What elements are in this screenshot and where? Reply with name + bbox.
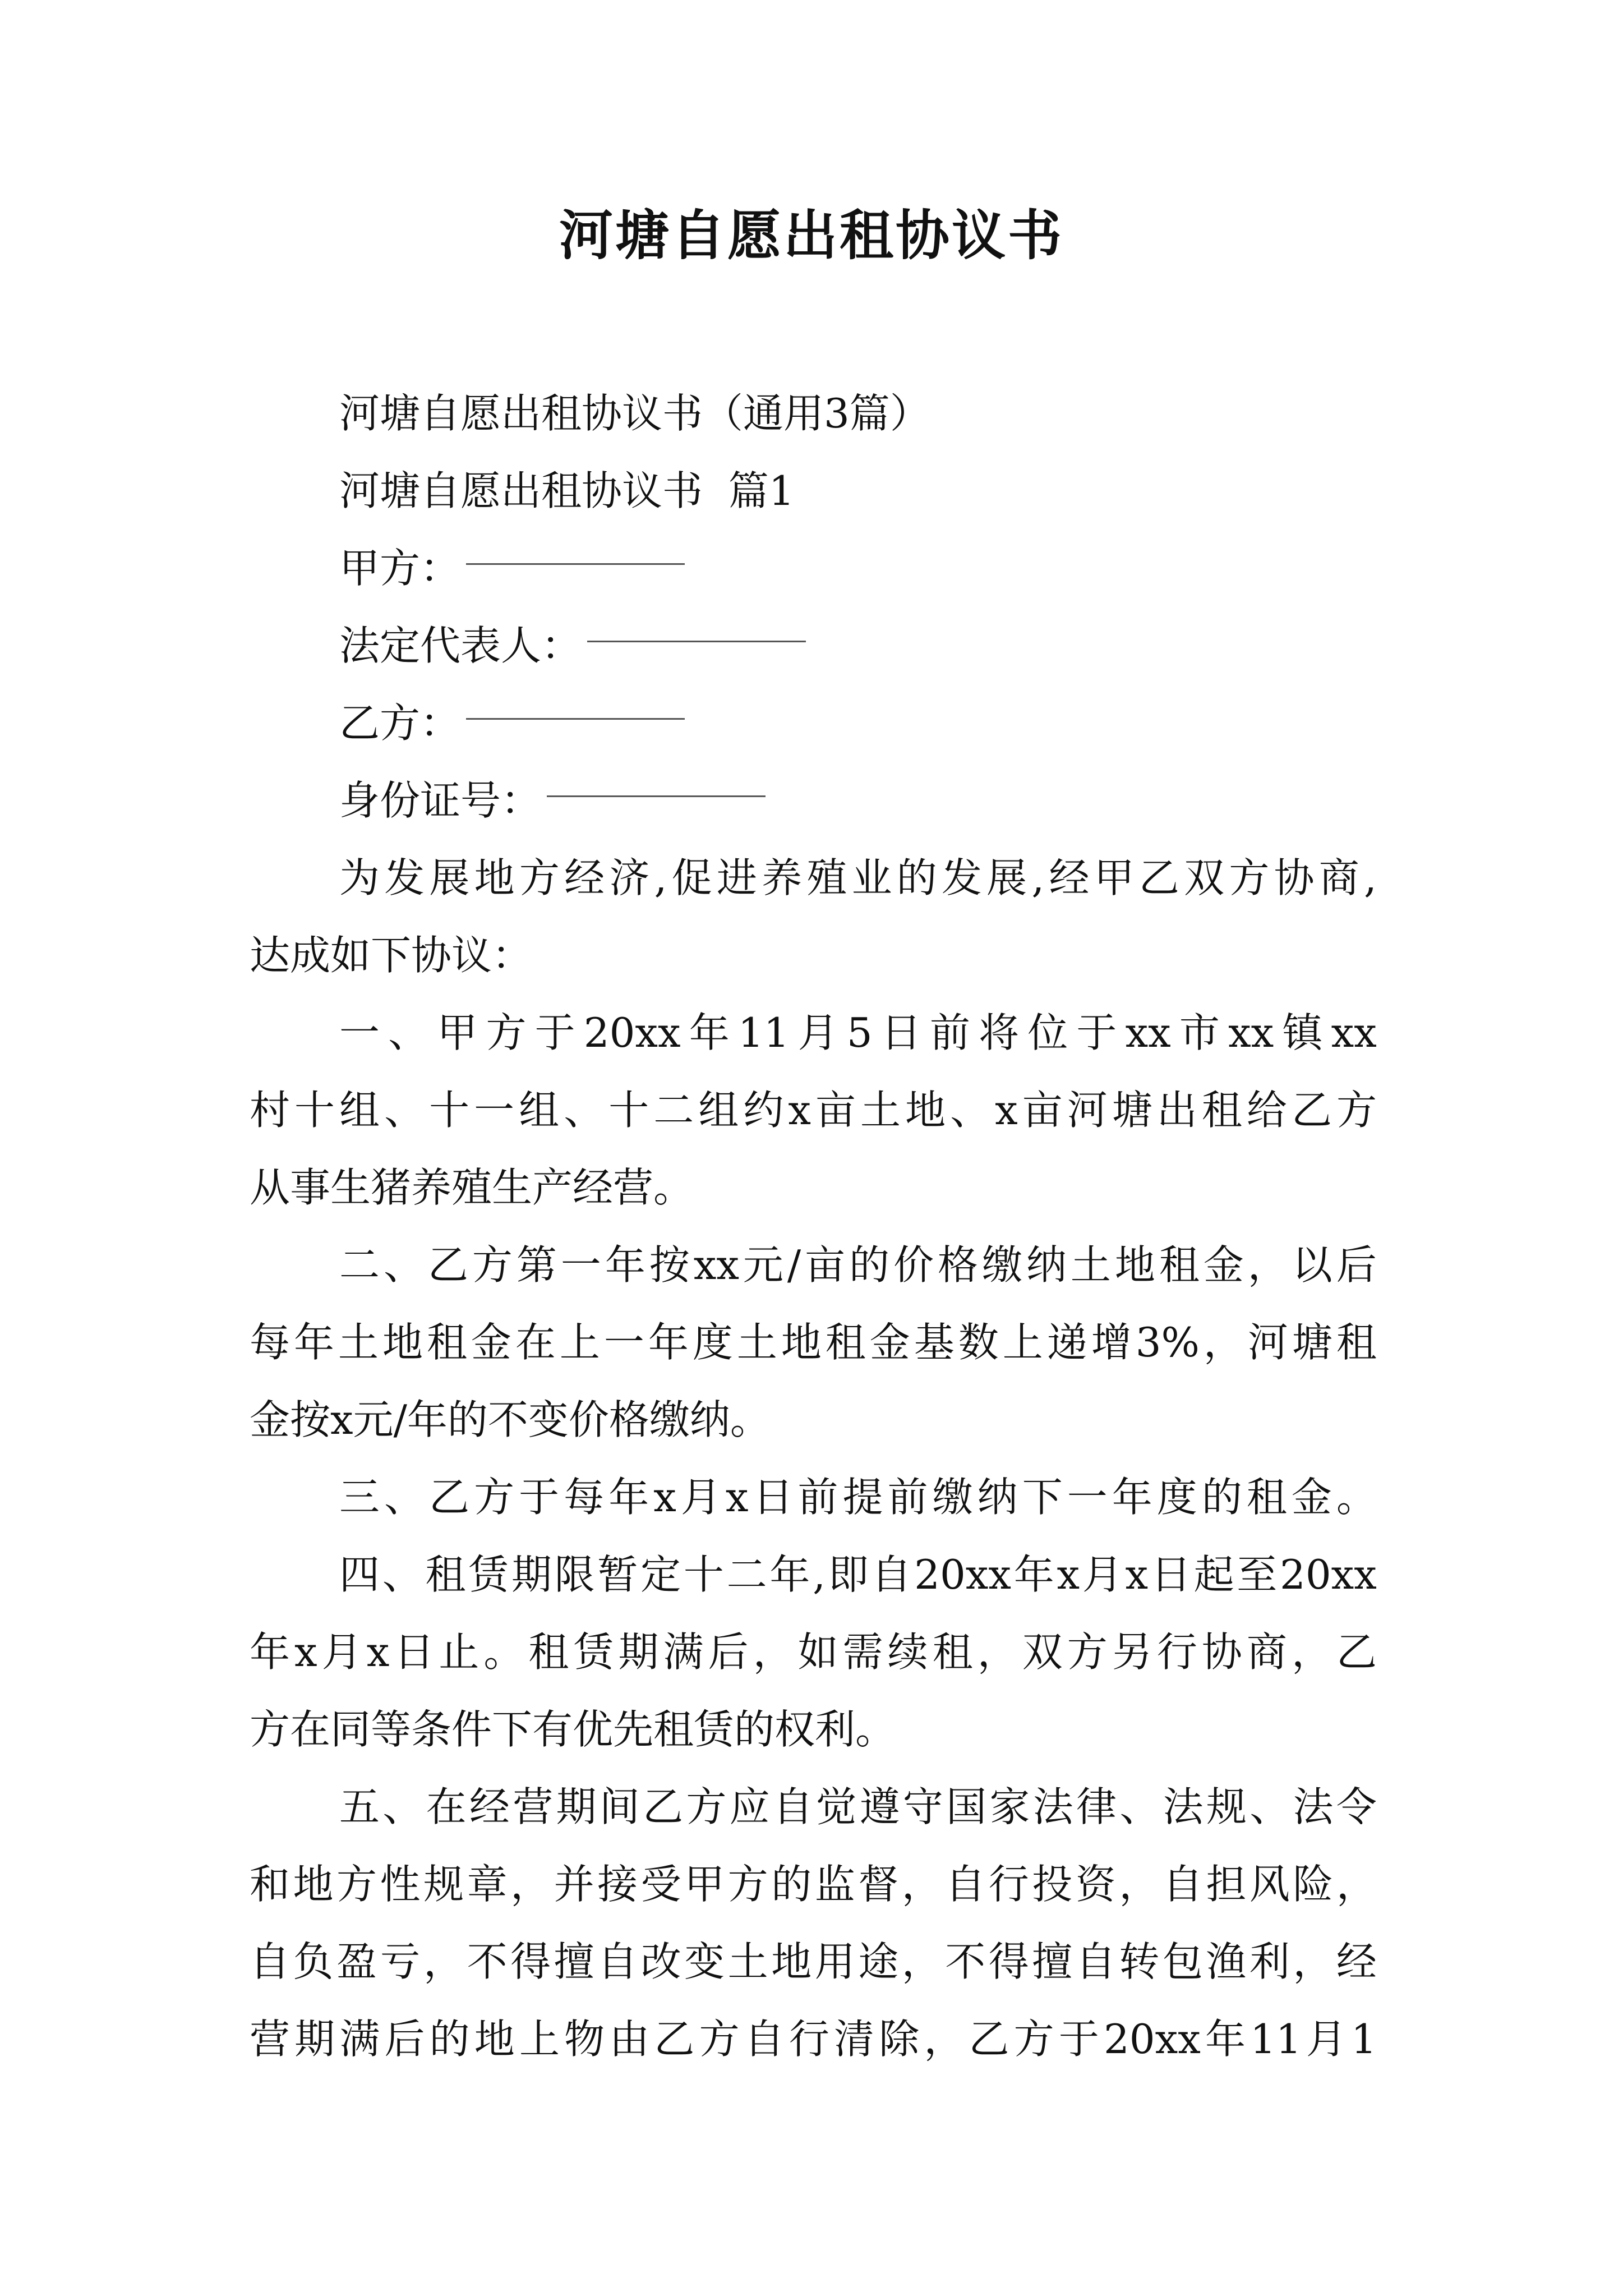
fill-blank xyxy=(466,530,685,565)
field-id-number xyxy=(250,762,1377,839)
text-line: 从事生猪养殖生产经营。 xyxy=(250,1164,694,1211)
text-line: 年 x 月 x 日 止 。 租 赁 期 满 后 ， 如 需 续 租 ， 双 方 另 行 协 商 ， 乙 xyxy=(250,1628,1377,1676)
agreement-text xyxy=(250,839,1377,2078)
section-heading: 河塘自愿出租协议书 篇1 xyxy=(339,467,795,514)
text-line: 营 期 满 后 的 地 上 物 由 乙 方 自 行 清 除 ， 乙 方 于 20xx 年 11 月 1 xyxy=(250,2016,1377,2063)
text-line: 五 、 在 经 营 期 间 乙 方 应 自 觉 遵 守 国 家 法 律 、 法 规 、 法 令 xyxy=(339,1783,1377,1830)
text-line: 一 、 甲 方 于 20xx 年 11 月 5 日 前 将 位 于 xx 市 xx 镇 xx xyxy=(339,1009,1377,1056)
field-party-a xyxy=(250,530,1377,607)
field-label: 乙方： xyxy=(339,700,461,747)
field-label: 甲方： xyxy=(339,545,461,592)
field-legal-rep xyxy=(250,607,1377,684)
fill-blank xyxy=(587,607,806,642)
text-line: 达成如下协议： xyxy=(250,932,533,979)
text-line: 自 负 盈 亏 ， 不 得 擅 自 改 变 土 地 用 途 ， 不 得 擅 自 转 包 渔 利 ， 经 xyxy=(250,1938,1377,1985)
text-line: 二 、 乙 方 第 一 年 按 xx 元 / 亩 的 价 格 缴 纳 土 地 租 金 ， 以 后 xyxy=(339,1241,1377,1289)
text-line: 金按x元/年的不变价格缴纳。 xyxy=(250,1396,771,1443)
field-party-b xyxy=(250,684,1377,762)
fill-blank xyxy=(466,684,685,720)
document-subtitle: 河塘自愿出租协议书（通用3篇） xyxy=(339,390,930,437)
text-line: 方在同等条件下有优先租赁的权利。 xyxy=(250,1706,896,1753)
text-line: 和 地 方 性 规 章 ， 并 接 受 甲 方 的 监 督 ， 自 行 投 资 ， 自 担 风 险 ， xyxy=(250,1861,1377,1908)
text-line: 为 发 展 地 方 经 济 , 促 进 养 殖 业 的 发 展 , 经 甲 乙 双 方 协 商 , xyxy=(339,854,1377,901)
text-line: 三 、 乙 方 于 每 年 x 月 x 日 前 提 前 缴 纳 下 一 年 度 的 租 金 。 xyxy=(339,1474,1377,1521)
fill-blank xyxy=(547,762,766,797)
document-title: 河塘自愿出租协议书 xyxy=(559,204,1064,267)
field-label: 身份证号： xyxy=(339,777,542,824)
field-label: 法定代表人： xyxy=(339,622,582,669)
text-line: 四 、 租 赁 期 限 暂 定 十 二 年 , 即 自 20xx 年 x 月 x 日 起 至 20xx xyxy=(339,1551,1377,1598)
text-line: 每 年 土 地 租 金 在 上 一 年 度 土 地 租 金 基 数 上 递 增 3% ， 河 塘 租 xyxy=(250,1319,1377,1366)
text-line: 村 十 组 、 十 一 组 、 十 二 组 约 x 亩 土 地 、 x 亩 河 塘 出 租 给 乙 方 xyxy=(250,1087,1377,1134)
document-body xyxy=(250,375,1377,2078)
